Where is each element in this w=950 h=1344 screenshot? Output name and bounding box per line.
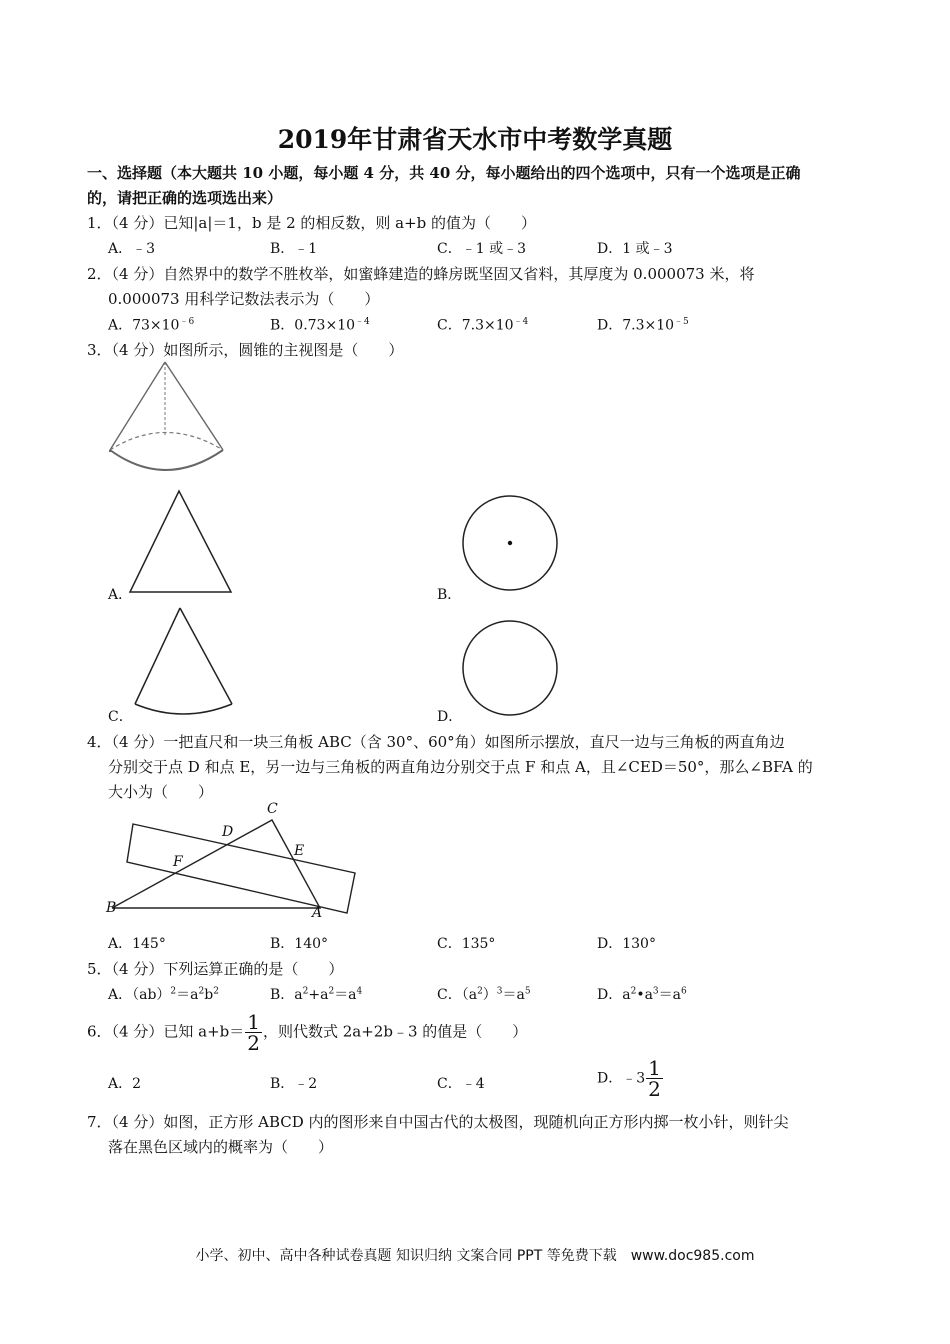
q6-option-b: B．﹣2: [270, 1076, 318, 1092]
point-b-label: B: [106, 900, 117, 916]
option-a-triangle: [128, 488, 234, 594]
q5-option-d: D．$a^2•a^3=a^6$: [597, 986, 687, 1003]
question-4-line3: 大小为（ ）: [108, 783, 214, 801]
q5-option-b: B．$a^2+a^2=a^4$: [270, 986, 363, 1003]
point-c-label: C: [267, 801, 278, 817]
q3-option-d: D．: [437, 709, 463, 725]
question-4-line1: 4．（4 分）一把直尺和一块三角板 ABC（含 30°、60°角）如图所示摆放，直尺一边与三角板的两直角边: [87, 733, 785, 751]
q6-option-d: D．﹣3 $\frac{1}{2}$: [597, 1056, 661, 1101]
option-c-sector: [130, 606, 240, 716]
question-5-stem: 5．（4 分）下列运算正确的是（ ）: [87, 960, 344, 978]
q3-option-b: B．: [437, 587, 462, 603]
q1-option-a: A．﹣3: [108, 241, 156, 257]
cone-figure: [105, 360, 230, 475]
question-2-line1: 2．（4 分）自然界中的数学不胜枚举，如蜜蜂建造的蜂房既坚固又省料，其厚度为 0.000073 米，将: [87, 265, 755, 283]
q2-option-a: A．$73\times 10^{﹣6}$: [108, 317, 195, 334]
point-a-label: A: [312, 905, 323, 921]
q3-option-a: A．: [108, 587, 133, 603]
q4-option-a: A．145°: [108, 936, 166, 952]
q1-option-c: C．﹣1 或﹣3: [437, 241, 526, 257]
q1-option-b: B．﹣1: [270, 241, 318, 257]
q4-option-d: D．130°: [597, 936, 656, 952]
section-heading-line2: 的，请把正确的选项选出来）: [87, 189, 283, 207]
point-d-label: D: [222, 824, 234, 840]
q3-option-c: C．: [108, 709, 133, 725]
q2-option-c: C．$7.3\times 10^{﹣4}$: [437, 317, 529, 334]
question-7-line2: 落在黑色区域内的概率为（ ）: [108, 1138, 334, 1156]
option-b-circle-with-center: [460, 493, 560, 593]
q5-option-c: C．$(a^2)^3=a^5$: [437, 986, 531, 1003]
q4-option-c: C．135°: [437, 936, 496, 952]
q5-option-a: A．$(ab)^2=a^2b^2$: [108, 986, 219, 1003]
section-heading-line1: 一、选择题（本大题共 10 小题，每小题 4 分，共 40 分，每小题给出的四个选项中，只有一个选项是正确: [87, 164, 801, 182]
q2-option-d: D．$7.3\times 10^{﹣5}$: [597, 317, 689, 334]
question-2-line2: 0.000073 用科学记数法表示为（ ）: [108, 290, 380, 308]
footer-text: 小学、初中、高中各种试卷真题 知识归纳 文案合同 PPT 等免费下载 www.doc985.com: [195, 1248, 755, 1264]
question-6-stem: 6．（4 分）已知 a+b＝ $\frac{1}{2}$ ，则代数式 2a+2b﹣3 的值是（ ）: [87, 1010, 528, 1055]
q6-option-a: A．2: [108, 1076, 142, 1092]
question-3-stem: 3．（4 分）如图所示，圆锥的主视图是（ ）: [87, 341, 404, 359]
fraction: $\frac{1}{2}$: [247, 1010, 260, 1055]
q4-option-b: B．140°: [270, 936, 329, 952]
question-1-stem: 1．（4 分）已知|a|＝1，b 是 2 的相反数，则 a+b 的值为（ ）: [87, 214, 537, 232]
point-f-label: F: [173, 854, 183, 870]
option-d-circle: [460, 618, 560, 718]
ruler-triangle-figure: [100, 800, 370, 925]
q2-option-b: B．$0.73\times 10^{﹣4}$: [270, 317, 370, 334]
page-title: 2019年甘肃省天水市中考数学真题: [277, 125, 673, 154]
point-e-label: E: [294, 843, 305, 859]
question-4-line2: 分别交于点 D 和点 E，另一边与三角板的两直角边分别交于点 F 和点 A，且∠CED＝50°，那么∠BFA 的: [108, 758, 813, 776]
q6-option-c: C．﹣4: [437, 1076, 485, 1092]
question-7-line1: 7．（4 分）如图，正方形 ABCD 内的图形来自中国古代的太极图，现随机向正方形内掷一枚小针，则针尖: [87, 1113, 789, 1131]
q1-option-d: D．1 或﹣3: [597, 241, 673, 257]
mixed-fraction: $\frac{1}{2}$: [648, 1056, 661, 1101]
